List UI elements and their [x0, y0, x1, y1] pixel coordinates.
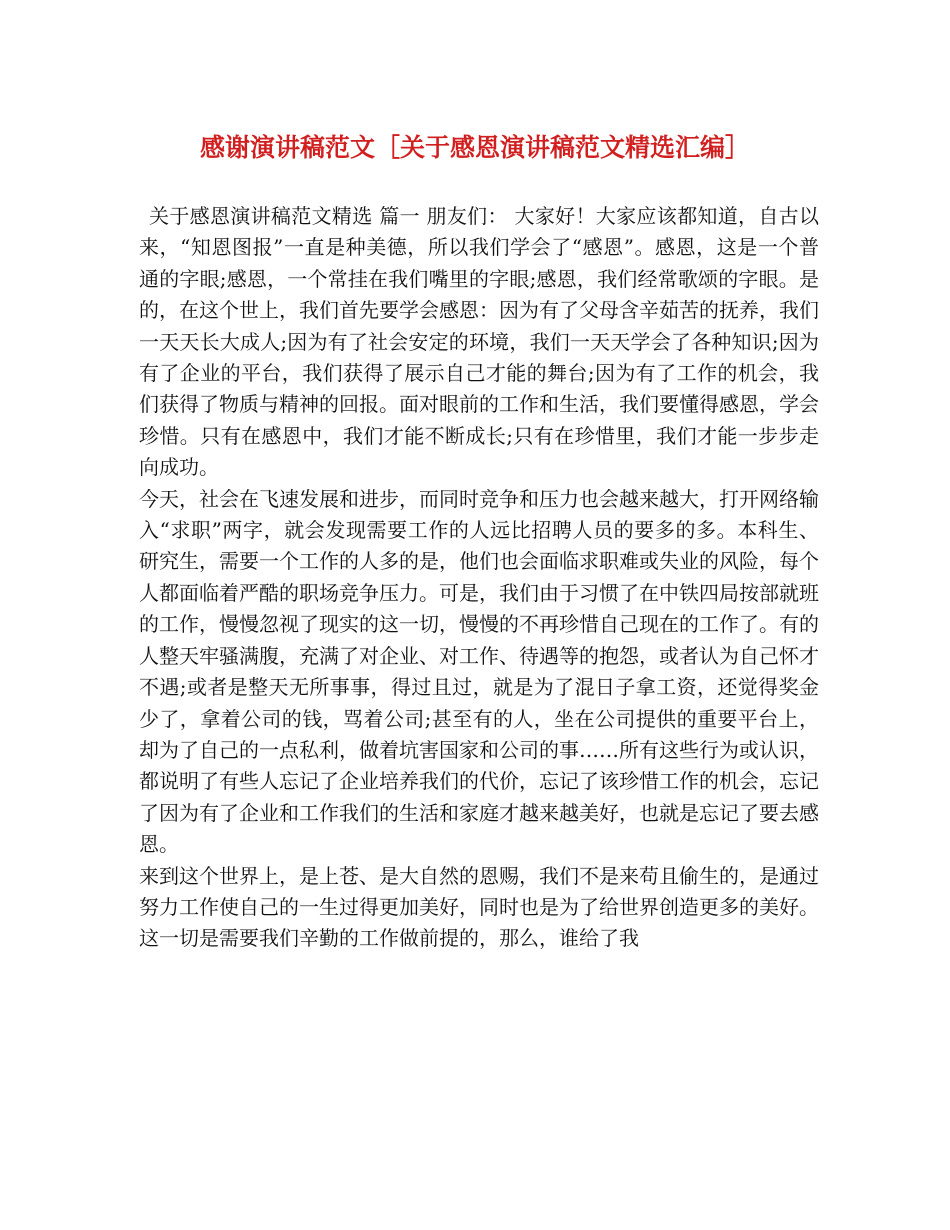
paragraph-3: 来到这个世界上，是上苍、是大自然的恩赐，我们不是来苟且偷生的，是通过努力工作使自己的一生过得更加美好，同时也是为了给世界创造更多的美好。这一切是需要我们辛勤的工作做前提的，那么，谁给了我: [139, 863, 819, 951]
paragraph-2: 今天，社会在飞速发展和进步，而同时竞争和压力也会越来越大，打开网络输入“求职”两字，就会发现需要工作的人远比招聘人员的要多的多。本科生、研究生，需要一个工作的人多的是，他们也会面临求职难或失业的风险，每个人都面临着严酷的职场竞争压力。可是，我们由于习惯了在中铁四局按部就班的工作，慢慢忽视了现实的这一切，慢慢的不再珍惜自己现在的工作了。有的人整天牢骚满腹，充满了对企业、对工作、待遇等的抱怨，或者认为自己怀才不遇;或者是整天无所事事，得过且过，就是为了混日子拿工资，还觉得奖金少了，拿着公司的钱，骂着公司;甚至有的人，坐在公司提供的重要平台上，却为了自己的一点私利，做着坑害国家和公司的事……所有这些行为或认识，都说明了有些人忘记了企业培养我们的代价，忘记了该珍惜工作的机会，忘记了因为有了企业和工作我们的生活和家庭才越来越美好，也就是忘记了要去感恩。: [139, 486, 819, 857]
document-title: 感谢演讲稿范文［关于感恩演讲稿范文精选汇编］: [199, 133, 750, 162]
document-body: [139, 201, 819, 955]
paragraph-1: 关于感恩演讲稿范文精选 篇一 朋友们： 大家好！大家应该都知道，自古以来，“知恩图报”一直是种美德，所以我们学会了“感恩”。感恩，这是一个普通的字眼;感恩，一个常挂在我们嘴里的字眼;感恩，我们经常歌颂的字眼。是的，在这个世上，我们首先要学会感恩：因为有了父母含辛茹苦的抚养，我们一天天长大成人;因为有了社会安定的环境，我们一天天学会了各种知识;因为有了企业的平台，我们获得了展示自己才能的舞台;因为有了工作的机会，我们获得了物质与精神的回报。面对眼前的工作和生活，我们要懂得感恩，学会珍惜。只有在感恩中，我们才能不断成长;只有在珍惜里，我们才能一步步走向成功。: [139, 204, 819, 480]
